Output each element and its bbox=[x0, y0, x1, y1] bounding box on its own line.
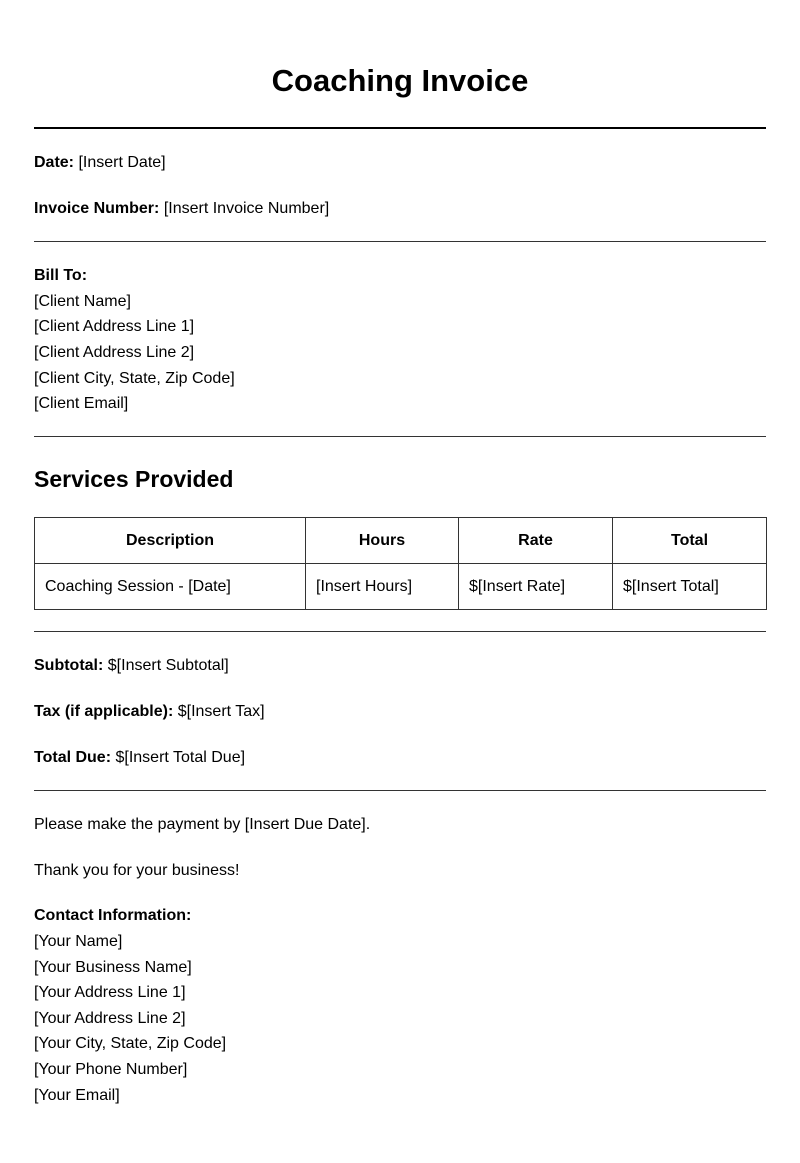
column-header-total: Total bbox=[613, 518, 767, 564]
subtotal-label: Subtotal: bbox=[34, 657, 104, 674]
client-address-line-1: [Client Address Line 1] bbox=[34, 318, 195, 335]
table-row bbox=[35, 564, 767, 610]
total-due-label: Total Due: bbox=[34, 749, 112, 766]
tax-value: $[Insert Tax] bbox=[177, 703, 265, 720]
contact-name: [Your Name] bbox=[34, 933, 123, 950]
total-due-value: $[Insert Total Due] bbox=[115, 749, 246, 766]
bill-to-label bbox=[34, 266, 87, 286]
services-heading: Services Provided bbox=[34, 466, 234, 492]
bill-to-divider bbox=[34, 436, 766, 437]
services-divider bbox=[34, 631, 766, 632]
services-header-row bbox=[35, 518, 767, 564]
contact-phone: [Your Phone Number] bbox=[34, 1061, 188, 1078]
invoice-number-line bbox=[34, 199, 329, 219]
client-name: [Client Name] bbox=[34, 293, 131, 310]
contact-label bbox=[34, 906, 191, 926]
cell-hours: [Insert Hours] bbox=[306, 564, 459, 610]
invoice-number-value: [Insert Invoice Number] bbox=[163, 200, 330, 217]
contact-city-state-zip: [Your City, State, Zip Code] bbox=[34, 1035, 227, 1052]
total-due-line bbox=[34, 748, 245, 768]
cell-total: $[Insert Total] bbox=[613, 564, 767, 610]
totals-divider bbox=[34, 790, 766, 791]
contact-email: [Your Email] bbox=[34, 1087, 120, 1104]
payment-note: Please make the payment by [Insert Due Date]. bbox=[34, 816, 371, 833]
client-email: [Client Email] bbox=[34, 395, 129, 412]
meta-divider bbox=[34, 241, 766, 242]
contact-business-name: [Your Business Name] bbox=[34, 959, 192, 976]
title-divider bbox=[34, 127, 766, 129]
invoice-title: Coaching Invoice bbox=[271, 63, 529, 98]
column-header-description: Description bbox=[35, 518, 306, 564]
invoice-number-label: Invoice Number: bbox=[34, 200, 160, 217]
tax-label: Tax (if applicable): bbox=[34, 703, 174, 720]
subtotal-line bbox=[34, 656, 229, 676]
contact-address-line-2: [Your Address Line 2] bbox=[34, 1010, 186, 1027]
thank-you-note: Thank you for your business! bbox=[34, 862, 240, 879]
contact-address-line-1: [Your Address Line 1] bbox=[34, 984, 186, 1001]
client-city-state-zip: [Client City, State, Zip Code] bbox=[34, 370, 235, 387]
tax-line bbox=[34, 702, 265, 722]
date-line bbox=[34, 153, 166, 173]
column-header-hours: Hours bbox=[306, 518, 459, 564]
bill-to-heading: Bill To: bbox=[34, 267, 88, 284]
subtotal-value: $[Insert Subtotal] bbox=[107, 657, 229, 674]
column-header-rate: Rate bbox=[459, 518, 613, 564]
date-value: [Insert Date] bbox=[78, 154, 166, 171]
date-label: Date: bbox=[34, 154, 75, 171]
cell-rate: $[Insert Rate] bbox=[459, 564, 613, 610]
cell-description: Coaching Session - [Date] bbox=[35, 564, 306, 610]
client-address-line-2: [Client Address Line 2] bbox=[34, 344, 195, 361]
contact-heading: Contact Information: bbox=[34, 907, 192, 924]
services-table bbox=[34, 517, 767, 610]
